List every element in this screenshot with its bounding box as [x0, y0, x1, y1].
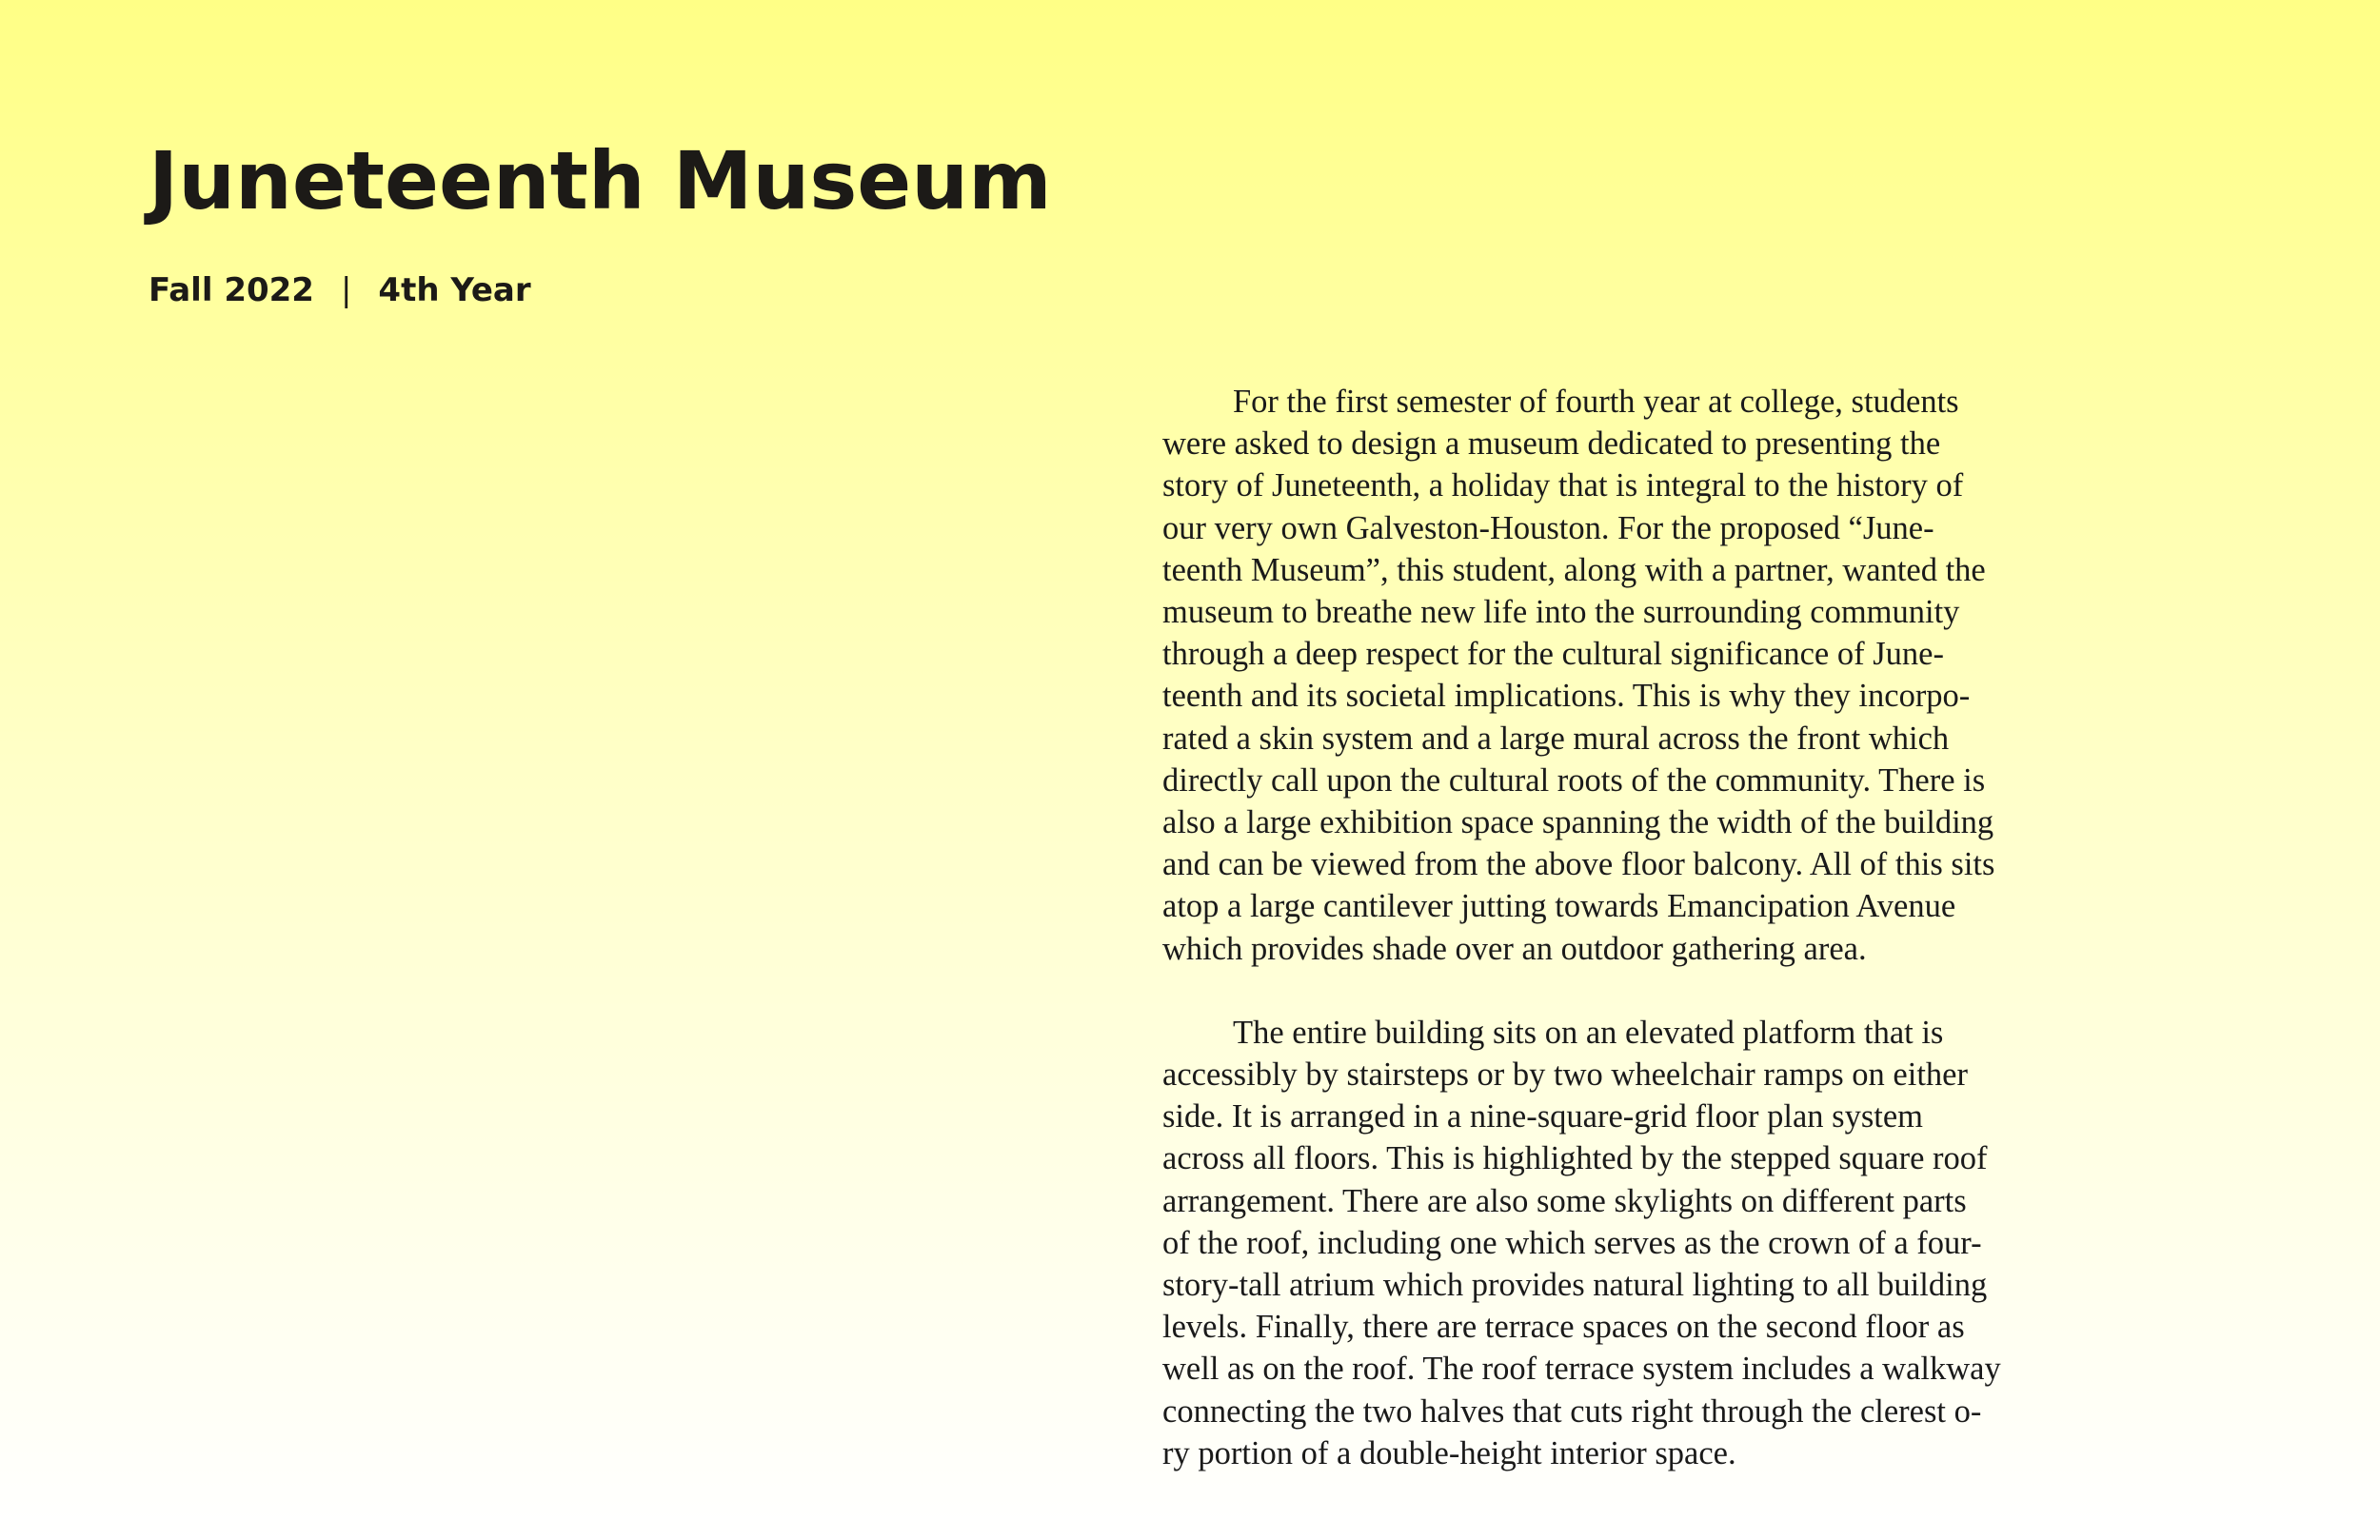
year-label: 4th Year: [378, 271, 531, 309]
paragraph-line: accessibly by stairsteps or by two wheelchair ramps on either: [1162, 1056, 1968, 1094]
paragraph-line: ry portion of a double-height interior space.: [1162, 1434, 1736, 1471]
paragraph-line: across all floors. This is highlighted by the stepped square roof: [1162, 1140, 1988, 1177]
paragraph-line: side. It is arranged in a nine-square-grid floor plan system: [1162, 1098, 1924, 1135]
subtitle: [149, 271, 531, 309]
paragraph-line: arrangement. There are also some skylights on different parts: [1162, 1182, 1967, 1219]
paragraph-line: rated a skin system and a large mural across the front which: [1162, 720, 1950, 757]
paragraph-line: were asked to design a museum dedicated to presenting the: [1162, 425, 1941, 463]
paragraph-line: and can be viewed from the above floor balcony. All of this sits: [1162, 846, 1995, 883]
paragraph-1: [1162, 381, 2057, 970]
paragraph-line: our very own Galveston-Houston. For the proposed “June-: [1162, 509, 1934, 546]
paragraph-line: teenth and its societal implications. This is why they incorpo-: [1162, 678, 1971, 715]
paragraph-line: teenth Museum”, this student, along with a partner, wanted the: [1162, 551, 1986, 588]
term-label: Fall 2022: [149, 271, 314, 309]
body-text: [1162, 381, 2057, 1474]
paragraph-line: story of Juneteenth, a holiday that is integral to the history of: [1162, 467, 1964, 504]
paragraph-line: well as on the roof. The roof terrace system includes a walkway: [1162, 1351, 2001, 1388]
paragraph-2: [1162, 1012, 2057, 1474]
paragraph-line: directly call upon the cultural roots of the community. There is: [1162, 761, 1986, 799]
paragraph-line: museum to breathe new life into the surrounding community: [1162, 594, 1960, 631]
paragraph-line: atop a large cantilever jutting towards Emancipation Avenue: [1162, 888, 1956, 925]
paragraph-line: also a large exhibition space spanning the width of the building: [1162, 804, 1994, 841]
paragraph-line: The entire building sits on an elevated platform that is: [1233, 1014, 1944, 1051]
paragraph-line: of the roof, including one which serves as the crown of a four-: [1162, 1224, 1982, 1261]
subtitle-separator: |: [340, 271, 352, 309]
page-title: Juneteenth Museum: [149, 134, 1052, 227]
paragraph-line: For the first semester of fourth year at college, students: [1233, 384, 1959, 420]
paragraph-line: through a deep respect for the cultural significance of June-: [1162, 636, 1944, 673]
paragraph-line: which provides shade over an outdoor gathering area.: [1162, 930, 1867, 967]
paragraph-line: connecting the two halves that cuts right through the clerest o-: [1162, 1392, 1982, 1430]
paragraph-line: story-tall atrium which provides natural lighting to all building: [1162, 1267, 1988, 1304]
paragraph-line: levels. Finally, there are terrace spaces on the second floor as: [1162, 1309, 1965, 1346]
